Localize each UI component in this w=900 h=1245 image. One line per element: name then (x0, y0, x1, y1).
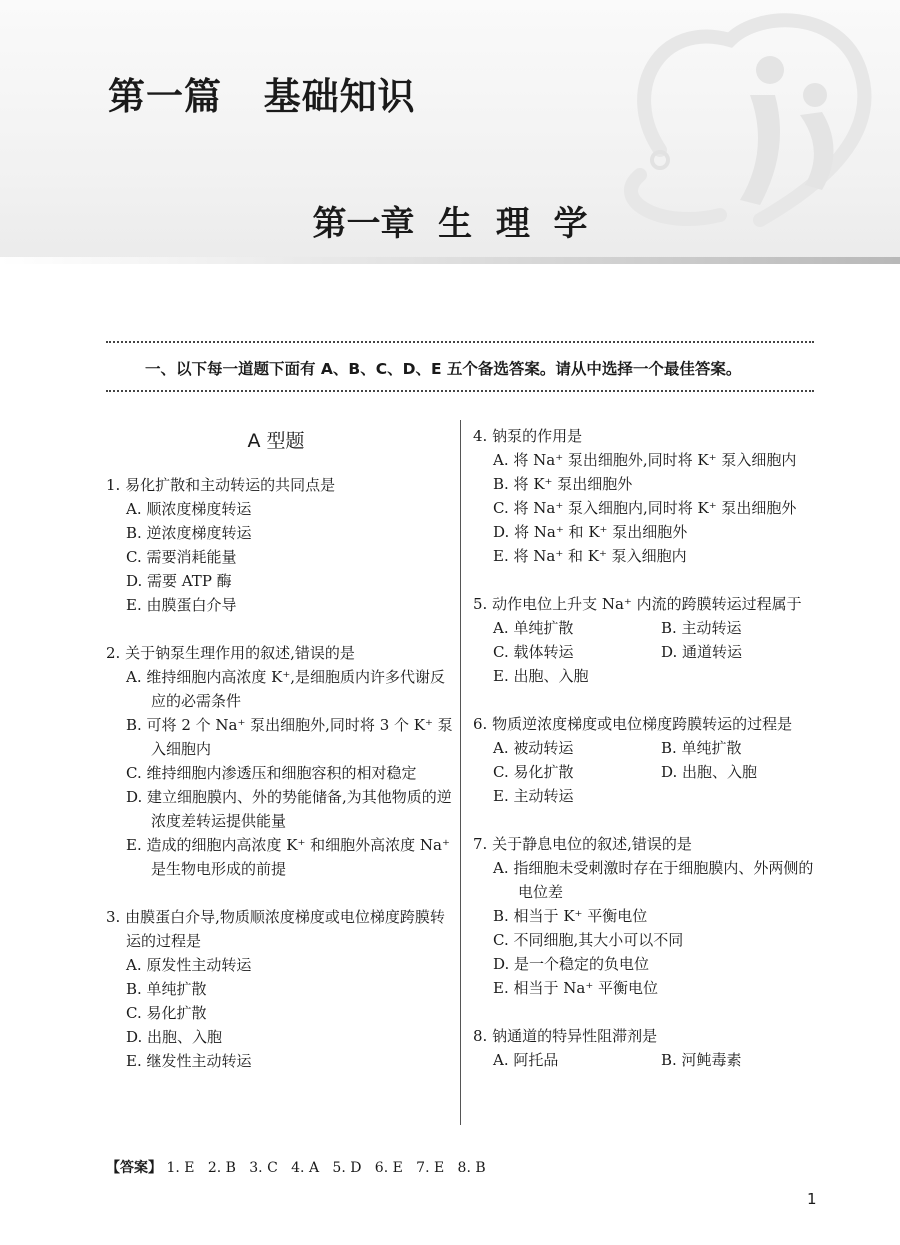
option-b: B. 单纯扩散 (126, 980, 207, 998)
question-stem: 7. 关于静息电位的叙述,错误的是 (473, 835, 692, 853)
question-8 (473, 1024, 818, 1072)
part-title: 第一篇 基础知识 (108, 75, 416, 118)
question-stem: 1. 易化扩散和主动转运的共同点是 (106, 476, 336, 494)
dotted-rule-bottom (106, 390, 814, 392)
option-e: E. 造成的细胞内高浓度 K⁺ 和细胞外高浓度 Na⁺ 是生物电形成的前提 (126, 836, 450, 878)
question-7 (473, 832, 818, 1000)
instruction-text: 一、以下每一道题下面有 A、B、C、D、E 五个备选答案。请从中选择一个最佳答案。 (145, 360, 742, 378)
option-d: D. 是一个稳定的负电位 (493, 955, 650, 973)
page-number: 1 (807, 1190, 817, 1208)
dotted-rule-top (106, 341, 814, 343)
option-c: C. 维持细胞内渗透压和细胞容积的相对稳定 (126, 764, 417, 782)
left-column (106, 473, 454, 1097)
answer-key-text: 1. E 2. B 3. C 4. A 5. D 6. E 7. E 8. B (166, 1160, 486, 1176)
question-6 (473, 712, 818, 808)
question-stem: 4. 钠泵的作用是 (473, 427, 583, 445)
option-a: A. 单纯扩散 (493, 619, 574, 637)
section-heading: A 型题 (247, 430, 305, 452)
option-a: A. 阿托品 (493, 1051, 559, 1069)
question-1 (106, 473, 454, 617)
option-b: B. 单纯扩散 (661, 739, 742, 757)
option-c: C. 不同细胞,其大小可以不同 (493, 931, 684, 949)
option-b: B. 逆浓度梯度转运 (126, 524, 252, 542)
column-divider (460, 420, 461, 1125)
option-e: E. 将 Na⁺ 和 K⁺ 泵入细胞内 (493, 547, 687, 565)
option-d: D. 出胞、入胞 (126, 1028, 223, 1046)
option-d: D. 需要 ATP 酶 (126, 572, 232, 590)
right-column (473, 424, 818, 1096)
option-d: D. 出胞、入胞 (661, 763, 758, 781)
option-c: C. 易化扩散 (493, 763, 574, 781)
option-a: A. 将 Na⁺ 泵出细胞外,同时将 K⁺ 泵入细胞内 (493, 451, 797, 469)
option-b: B. 相当于 K⁺ 平衡电位 (493, 907, 648, 925)
header-underline (0, 257, 900, 264)
option-d: D. 建立细胞膜内、外的势能储备,为其他物质的逆浓度差转运提供能量 (126, 788, 452, 830)
option-d: D. 通道转运 (661, 643, 743, 661)
option-c: C. 载体转运 (493, 643, 574, 661)
option-c: C. 需要消耗能量 (126, 548, 237, 566)
options-grid (473, 616, 818, 688)
option-b: B. 河鲀毒素 (661, 1051, 742, 1069)
question-2 (106, 641, 454, 881)
question-3 (106, 905, 454, 1073)
option-b: B. 主动转运 (661, 619, 742, 637)
option-a: A. 被动转运 (493, 739, 574, 757)
options-grid (473, 736, 818, 808)
question-stem: 3. 由膜蛋白介导,物质顺浓度梯度或电位梯度跨膜转运的过程是 (106, 908, 445, 950)
option-a: A. 顺浓度梯度转运 (126, 500, 252, 518)
question-4 (473, 424, 818, 568)
question-5 (473, 592, 818, 688)
question-stem: 8. 钠通道的特异性阻滞剂是 (473, 1027, 658, 1045)
question-stem: 2. 关于钠泵生理作用的叙述,错误的是 (106, 644, 355, 662)
option-e: E. 相当于 Na⁺ 平衡电位 (493, 979, 659, 997)
option-b: B. 可将 2 个 Na⁺ 泵出细胞外,同时将 3 个 K⁺ 泵入细胞内 (126, 716, 453, 758)
answer-key (106, 1157, 486, 1177)
chapter-title: 第一章 生 理 学 (312, 204, 588, 244)
option-e: E. 由膜蛋白介导 (126, 596, 237, 614)
option-a: A. 维持细胞内高浓度 K⁺,是细胞质内许多代谢反应的必需条件 (126, 668, 446, 710)
answer-key-label: 【答案】 (106, 1160, 162, 1176)
option-b: B. 将 K⁺ 泵出细胞外 (493, 475, 633, 493)
option-e: E. 继发性主动转运 (126, 1052, 252, 1070)
option-d: D. 将 Na⁺ 和 K⁺ 泵出细胞外 (493, 523, 688, 541)
question-stem: 6. 物质逆浓度梯度或电位梯度跨膜转运的过程是 (473, 715, 793, 733)
options-grid (473, 1048, 818, 1072)
option-a: A. 指细胞未受刺激时存在于细胞膜内、外两侧的电位差 (493, 859, 814, 901)
option-c: C. 将 Na⁺ 泵入细胞内,同时将 K⁺ 泵出细胞外 (493, 499, 797, 517)
option-a: A. 原发性主动转运 (126, 956, 252, 974)
option-e: E. 出胞、入胞 (493, 667, 589, 685)
option-c: C. 易化扩散 (126, 1004, 207, 1022)
option-e: E. 主动转运 (493, 787, 574, 805)
question-stem: 5. 动作电位上升支 Na⁺ 内流的跨膜转运过程属于 (473, 595, 802, 613)
